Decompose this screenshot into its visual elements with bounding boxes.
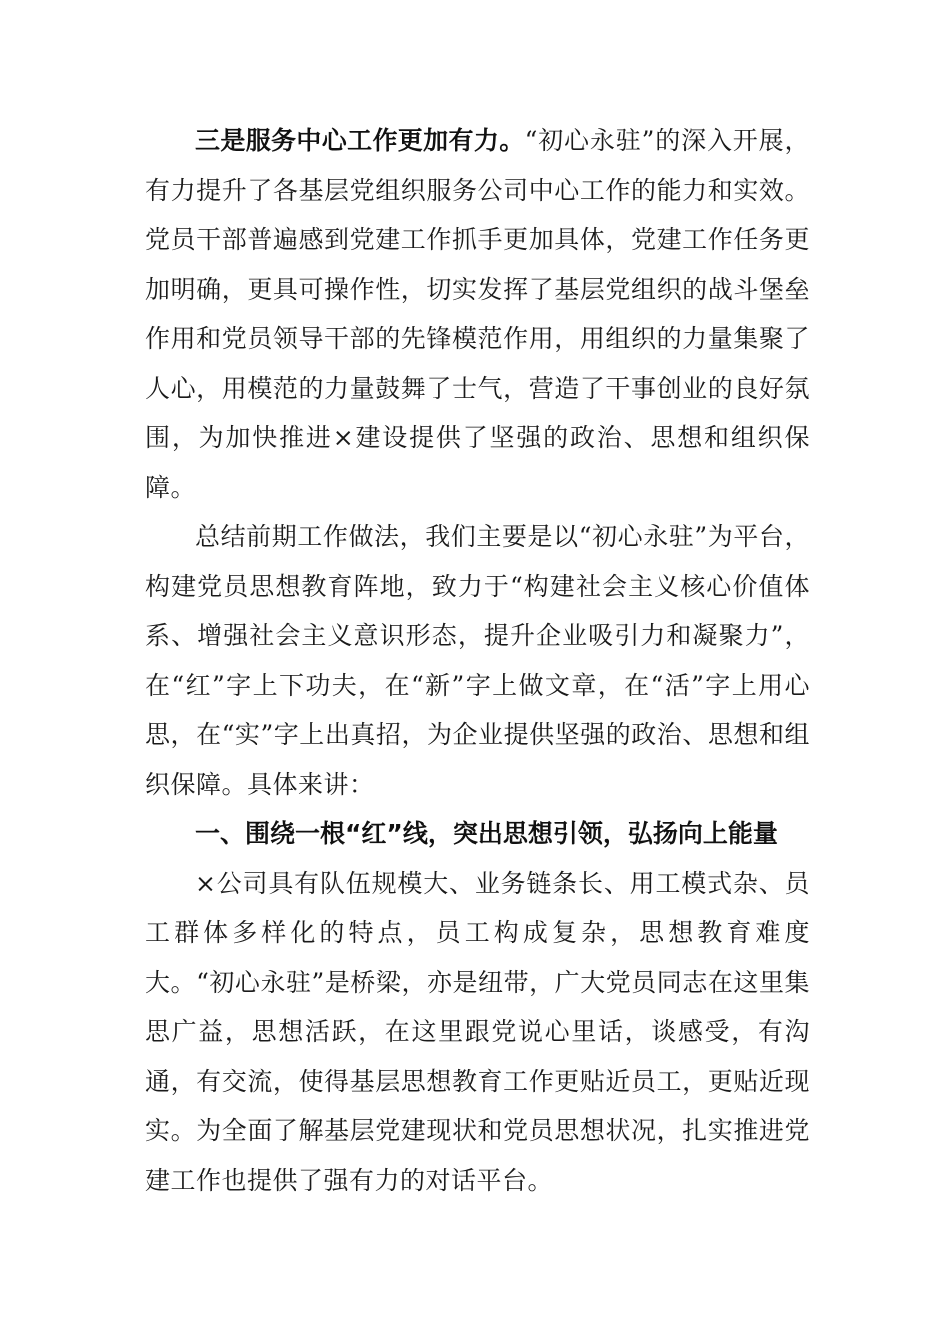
paragraph-lead-text: 三是服务中心工作更加有力。 — [195, 126, 525, 155]
paragraph-company — [145, 859, 810, 1206]
paragraph-text: ×公司具有队伍规模大、业务链条长、用工模式杂、员工群体多样化的特点，员工构成复杂，思想教育难度大。“初心永驻”是桥梁，亦是纽带，广大党员同志在这里集思广益，思想活跃，在这里跟党说心里话，谈感受，有沟通，有交流，使得基层思想教育工作更贴近员工，更贴近现实。为全面了解基层党建现状和党员思想状况，扎实推进党建工作也提供了强有力的对话平台。 — [145, 868, 810, 1195]
paragraph-text: “初心永驻”的深入开展，有力提升了各基层党组织服务公司中心工作的能力和实效。党员干部普遍感到党建工作抓手更加具体，党建工作任务更加明确，更具可操作性，切实发挥了基层党组织的战斗堡垒作用和党员领导干部的先锋模范作用，用组织的力量集聚了人心，用模范的力量鼓舞了士气，营造了干事创业的良好氛围，为加快推进×建设提供了坚强的政治、思想和组织保障。 — [145, 126, 811, 502]
document-body — [145, 116, 810, 1205]
paragraph-summary — [145, 512, 810, 809]
paragraph-service-center — [145, 116, 810, 512]
section-heading: 一、围绕一根“红”线，突出思想引领，弘扬向上能量 — [195, 819, 778, 848]
paragraph-text: 总结前期工作做法，我们主要是以“初心永驻”为平台，构建党员思想教育阵地，致力于“构建社会主义核心价值体系、增强社会主义意识形态，提升企业吸引力和凝聚力”，在“红”字上下功夫，在“新”字上做文章，在“活”字上用心思，在“实”字上出真招，为企业提供坚强的政治、思想和组织保障。具体来讲： — [145, 522, 810, 799]
